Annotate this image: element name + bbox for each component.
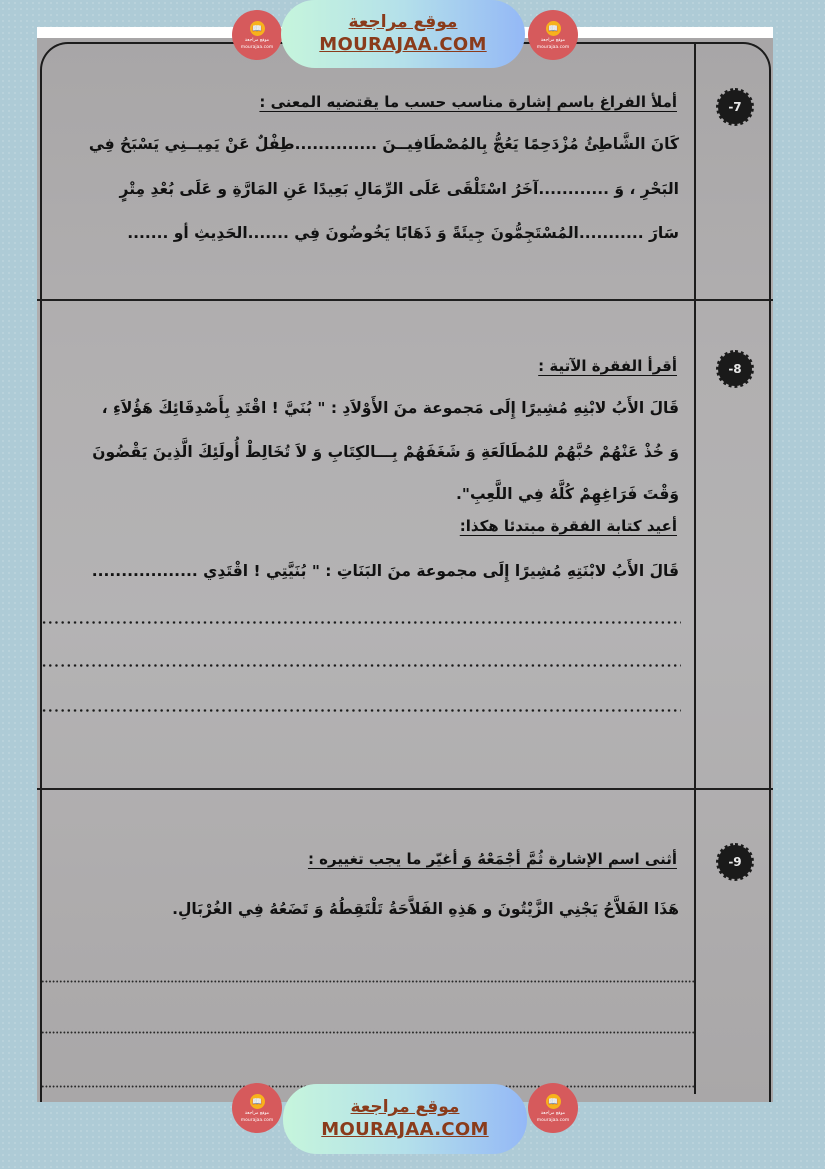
book-icon: 📖 (250, 1094, 265, 1109)
logo-caption-en: mourajaa.com (536, 44, 570, 50)
book-icon: 📖 (250, 21, 265, 36)
question-text-line: البَحْرِ ، وَ ............آخَرُ اسْتَلْقَى عَلَى الرِّمَالِ بَعِيدًا عَنِ المَارَّةِ و عَلَى بُعْدِ مِتْرٍ (119, 180, 679, 198)
site-logo[interactable] (528, 1083, 578, 1133)
logo-caption-en: mourajaa.com (240, 44, 274, 50)
question-number: -8 (728, 362, 742, 376)
sub-instruction: أعيد كتابة الفقرة مبتدئا هكذا: (459, 517, 677, 535)
site-logo[interactable] (232, 1083, 282, 1133)
question-instruction: أثنى اسم الإشارة ثُمَّ أجْمَعْهُ وَ أغيّر ما يجب تغييره : (307, 850, 677, 868)
site-name-arabic: موقع مراجعة (350, 1097, 460, 1117)
exam-sheet (37, 27, 773, 1102)
answer-line[interactable] (41, 709, 681, 712)
answer-line[interactable] (41, 980, 695, 983)
question-instruction: أقرأ الفقرة الآتية : (538, 357, 677, 375)
paragraph-line: قَالَ الأَبُ لابْنِهِ مُشِيرًا إِلَى مَجموعة منَ الأَوْلاَدِ : " بُنَيَّ ! اقْتَدِ بِأَصْدِقَائِكَ هَؤُلاَءِ ، (101, 399, 679, 417)
logo-caption-en: mourajaa.com (536, 1117, 570, 1123)
question-text-line: كَانَ الشَّاطِئُ مُزْدَحِمًا يَعُجُّ بِالمُصْطَافِيــنَ ..............طِفْلٌ عَنْ يَمِيــنِي يَسْبَحُ فِي (88, 135, 679, 153)
site-banner[interactable] (283, 1084, 527, 1154)
question-number-badge (720, 847, 750, 877)
logo-caption-ar: موقع مراجعة (540, 1110, 566, 1116)
question-text-line: سَارَ ...........المُسْتَجِمُّونَ جِيئَةً وَ ذَهَابًا يَخُوضُونَ فِي .......الحَدِيثِ أو ....... (127, 224, 679, 242)
question-text-line: هَذَا الفَلاَّحُ يَجْنِي الزَّيْتُونَ و هَذِهِ الفَلاَّحَةُ تَلْتَقِطُهُ وَ تَضَعُهُ فِي الغُرْبَالِ. (172, 900, 679, 918)
question-number-badge (720, 354, 750, 384)
logo-caption-ar: موقع مراجعة (540, 37, 566, 43)
logo-caption-ar: موقع مراجعة (244, 1110, 270, 1116)
paragraph-line: وَ خُذْ عَنْهُمْ حُبَّهُمْ للمُطَالَعَةِ وَ شَغَفَهُمْ بِـــالكِتَابِ وَ لاَ تُخَالِطْ أُولَئِكَ الَّذِينَ يَقْضُونَ (92, 443, 679, 461)
question-number-badge (720, 92, 750, 122)
answer-line[interactable] (41, 621, 681, 624)
question-number: -7 (728, 100, 742, 114)
section-divider (37, 299, 773, 301)
number-column-divider (694, 44, 696, 1094)
question-instruction: أملأ الفراغ باسم إشارة مناسب حسب ما يقتضيه المعنى : (259, 93, 677, 111)
site-domain[interactable]: MOURAJAA.COM (321, 1119, 489, 1140)
answer-line[interactable] (41, 1031, 695, 1034)
logo-caption-en: mourajaa.com (240, 1117, 274, 1123)
site-logo[interactable] (528, 10, 578, 60)
question-number: -9 (728, 855, 742, 869)
site-banner[interactable] (281, 0, 525, 68)
book-icon: 📖 (546, 1094, 561, 1109)
site-name-arabic: موقع مراجعة (348, 12, 458, 32)
site-logo[interactable] (232, 10, 282, 60)
site-domain[interactable]: MOURAJAA.COM (319, 34, 487, 55)
logo-caption-ar: موقع مراجعة (244, 37, 270, 43)
answer-start-line: قَالَ الأَبُ لابْنَتِهِ مُشِيرًا إِلَى مجموعة منَ البَنَاتِ : " بُنَيَّتِي ! اقْتَدِي .................. (91, 562, 679, 580)
answer-line[interactable] (41, 664, 681, 667)
paragraph-line: وَقْتَ فَرَاغِهِمْ كُلَّهُ فِي اللَّعِبِ". (455, 485, 679, 503)
section-divider (37, 788, 773, 790)
book-icon: 📖 (546, 21, 561, 36)
